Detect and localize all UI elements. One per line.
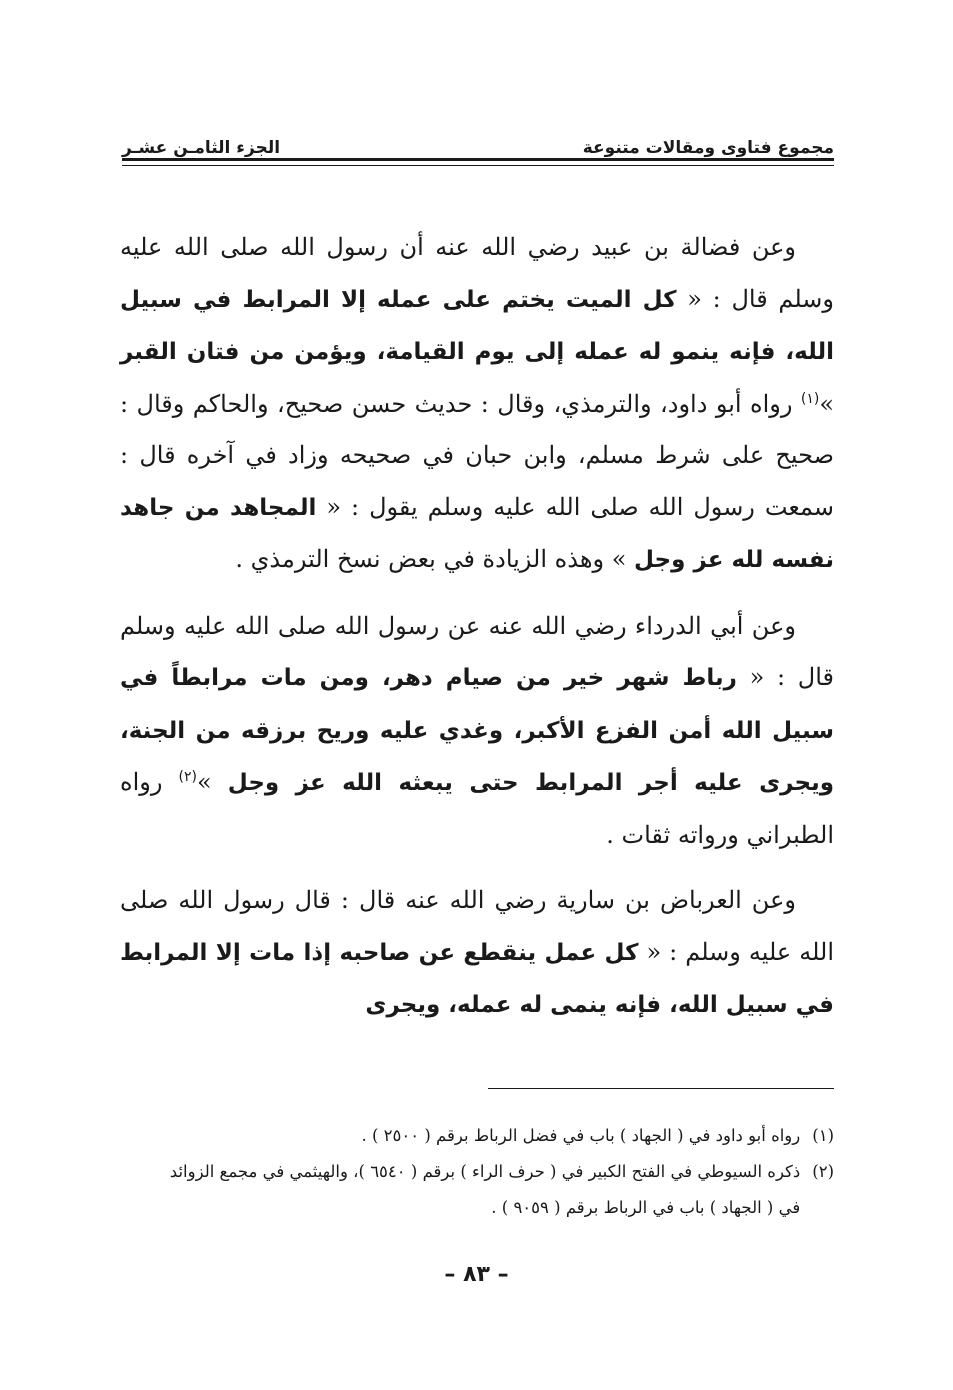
footnote-separator xyxy=(488,1088,834,1089)
main-text xyxy=(120,222,834,1046)
footnote-ref: (٢) xyxy=(178,769,197,785)
hadith-quote: كل الميت يختم على عمله إلا المرابط في سبيل الله، فإنه ينمو له عمله إلى يوم القيامة، ويؤمن من فتان القبر xyxy=(120,286,834,365)
footnote-ref: (١) xyxy=(800,390,820,407)
footnotes xyxy=(150,1118,834,1226)
hadith-quote: رباط شهر خير من صيام دهر، ومن مات مرابطاً في سبيل الله أمن الفزع الأكبر، وغدي عليه وريح برزقه من الجنة، ويجرى عليه أجر المرابط حتى يبعثه الله عز وجل xyxy=(120,665,834,796)
footnote-text: ذكره السيوطي في الفتح الكبير في ( حرف الراء ) برقم ( ٦٥٤٠ )، والهيثمي في مجمع الزوائد في ( الجهاد ) باب في الرباط برقم ( ٩٠٥٩ ) . xyxy=(169,1162,801,1217)
footnote xyxy=(150,1154,834,1226)
text-segment: وعن العرباض بن سارية رضي الله عنه قال : قال رسول الله صلى الله عليه وسلم : « xyxy=(120,886,835,966)
header-rule-thick xyxy=(122,158,834,161)
hadith-quote: المجاهد من جاهد نفسه لله عز وجل xyxy=(120,494,834,573)
footnote-number: (٢) xyxy=(812,1162,834,1181)
footnote xyxy=(150,1118,834,1154)
hadith-quote: كل عمل ينقطع عن صاحبه إذا مات إلا المرابط في سبيل الله، فإنه ينمى له عمله، ويجرى xyxy=(120,939,834,1018)
paragraph xyxy=(120,601,834,862)
header-rule-thin xyxy=(122,165,834,166)
text-segment: رواه الطبراني ورواته ثقات . xyxy=(120,768,834,849)
text-segment: » xyxy=(819,389,834,418)
footnote-number: (١) xyxy=(812,1126,834,1145)
running-header xyxy=(122,118,834,158)
page-number: – ٨٣ – xyxy=(444,1262,509,1287)
text-segment: وعن فضالة بن عبيد رضي الله عنه أن رسول الله صلى الله عليه وسلم قال : « xyxy=(120,233,835,313)
text-segment: » وهذه الزيادة في بعض نسخ الترمذي . xyxy=(235,545,635,573)
paragraph xyxy=(120,222,834,587)
text-segment: » xyxy=(197,768,228,796)
paragraph xyxy=(120,875,834,1032)
text-segment: وعن أبي الدرداء رضي الله عنه عن رسول الله صلى الله عليه وسلم قال : « xyxy=(120,611,834,691)
volume-label: الجزء الثامـن عشـر xyxy=(122,138,281,158)
text-segment: رواه أبو داود، والترمذي، وقال : حديث حسن صحيح، والحاكم وقال : صحيح على شرط مسلم، وابن حبان في صحيحه وزاد في آخره قال : سمعت رسول الله صلى الله عليه وسلم يقول : « xyxy=(120,389,834,521)
book-title: مجموع فتاوى ومقالات متنوعة xyxy=(582,138,834,158)
footnote-text: رواه أبو داود في ( الجهاد ) باب في فضل الرباط برقم ( ٢٥٠٠ ) . xyxy=(361,1126,801,1145)
